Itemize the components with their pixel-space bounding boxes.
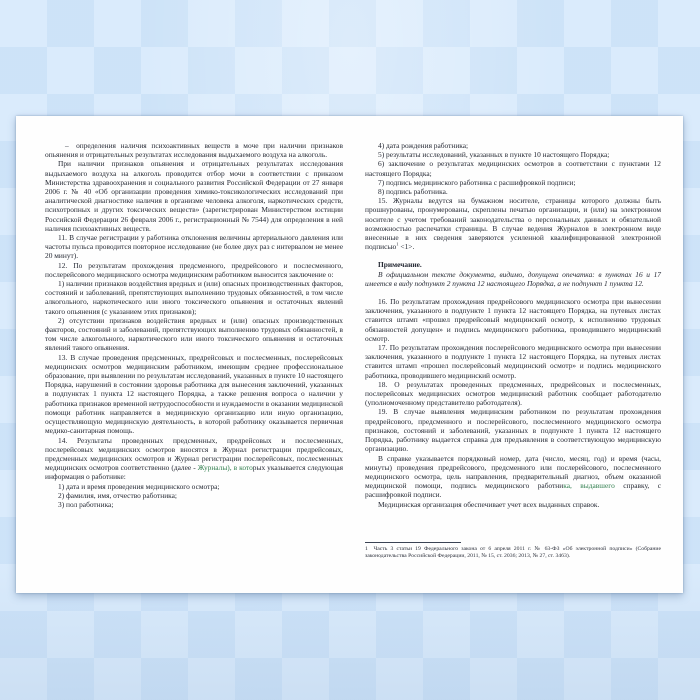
text-run: 6) заключение о результатах медицинских осмотров в соответствии с пунктами 12 настоящего Порядка; (365, 159, 661, 178)
paragraph (365, 500, 661, 509)
paragraph (45, 491, 343, 500)
text-run: 12. По результатам прохождения предсменного, предрейсового и послесменного, послерейсового медицинского осмотра медицинским работником выносится заключение о: (45, 260, 343, 279)
paragraph (365, 150, 661, 159)
paragraph (365, 178, 661, 187)
paragraph (365, 141, 661, 150)
edited-text-fragment: Журналы), в кото (197, 463, 253, 473)
paragraph (45, 316, 343, 353)
text-run: 7) подпись медицинского работника с расшифровкой подписи; (378, 177, 576, 187)
text-run: 14. Результаты проведенных предсменных, предрейсовых и послесменных, послерейсовых медицинских осмотров вносятся в Журнал регистрации предрейсовых, предсменных медицинских осмотров и Журнал регистрации послерейсовых, послесменных медицинских осмотров соответственно (далее - (45, 435, 343, 473)
paragraph (45, 141, 343, 159)
edited-text-fragment: ка, выдавшего (563, 481, 615, 491)
text-run: В справке указывается порядковый номер, дата (число, месяц, год) и время (часы, минуты) проведения предрейсового, предсменного или послерейсового, послесменного медицинского осмотра, цель направления, предварительный диагноз, объем оказанной медицинской помощи, подпись медицинского работни (365, 453, 661, 491)
paragraph (365, 260, 661, 269)
text-run: рых указывается следующая информация о работнике: (45, 463, 343, 482)
text-run: 3) пол работника; (58, 499, 114, 509)
text-run: 1) дата и время проведения медицинского осмотра; (58, 481, 220, 491)
paragraph (365, 454, 661, 500)
text-run: 2) фамилия, имя, отчество работника; (58, 490, 177, 500)
text-run: 8) подпись работника. (378, 187, 448, 197)
text-run: 17. По результатам прохождения послерейсового медицинского осмотра при вынесении заключения, указанного в подпункте 1 пункта 12 настоящего Порядка, на путевых листах ставится штамп «прошел послерейсовый медицинский осмотр» и подпись медицинского работника, проводившего медицинский осмотр. (365, 343, 661, 380)
paragraph (365, 270, 661, 288)
text-run: 16. По результатам прохождения предрейсового медицинского осмотра при вынесении заключения, указанного в подпункте 1 пункта 12 настоящего Порядка, на путевых листах ставится штамп «прошел предрейсовый медицинский осмотр, к исполнению трудовых обязанностей допущен» и подпись медицинского работника, проводившего медицинский осмотр. (365, 297, 661, 343)
left-column (45, 141, 343, 509)
text-run: 2) отсутствии признаков воздействия вредных и (или) опасных производственных факторов, состояний и заболеваний, препятствующих выполнению трудовых обязанностей, в том числе алкогольного, наркотического или иного токсического опьянения и остаточных явлений такого опьянения. (45, 315, 343, 353)
paragraph (45, 159, 343, 233)
footnote-separator (365, 542, 461, 543)
footnote-marker: 1 (396, 241, 399, 247)
right-column (365, 141, 661, 509)
paragraph (45, 436, 343, 482)
paragraph (45, 500, 343, 509)
paragraph (45, 353, 343, 436)
text-run: 1) наличии признаков воздействия вредных и (или) опасных производственных факторов, состояний и заболеваний, препятствующих выполнению трудовых обязанностей, в том числе алкогольного, наркотического или иного токсического опьянения и остаточных явлений такого опьянения (с указанием этих признаков); (45, 279, 343, 316)
text-run: 5) результаты исследований, указанных в пункте 10 настоящего Порядка; (378, 150, 610, 160)
text-run: 1 Часть 3 статьи 19 Федерального закона от 6 апреля 2011 г. № 63-ФЗ «Об электронной подписи» (Собрание законодательства Российской Федерации, 2011, № 15, ст. 2036; 2013, № 27, ст. 3463). (365, 546, 661, 560)
text-run: В официальном тексте документа, видимо, допущена опечатка: в пунктах 16 и 17 имеется в виду подпункт 2 пункта 12 настоящего Порядка, а не подпункт 1 пункта 12. (365, 269, 661, 288)
footnote-text (365, 546, 661, 560)
text-run: Медицинская организация обеспечивает учет всех выданных справок. (378, 499, 600, 509)
paragraph (365, 343, 661, 380)
text-run: <1>. (398, 242, 415, 252)
footnote (365, 546, 661, 560)
text-run: 18. О результатах проведенных предсменных, предрейсовых и послесменных, послерейсовых медицинских осмотров медицинский работник сообщает работодателю (уполномоченному представителю работодателя). (365, 379, 661, 408)
paragraph (365, 159, 661, 177)
text-run: Примечание. (378, 260, 422, 270)
text-run: 4) дата рождения работника; (378, 141, 469, 150)
paragraph (45, 482, 343, 491)
paragraph (365, 380, 661, 408)
paragraph (365, 187, 661, 196)
paragraph (45, 279, 343, 316)
text-run: При наличии признаков опьянения и отрицательных результатах исследования выдыхаемого воздуха на алкоголь проводится отбор мочи в соответствии с приказом Министерства здравоохранения и социального развития Российской Федерации от 27 января 2006 г. № 40 «Об организации проведения химико-токсикологических исследований при аналитической диагностике наличия в организме человека алкоголя, наркотических средств, психотропных и других токсических веществ» (зарегистрирован Министерством юстиции Российской Федерации 26 февраля 2006 г., регистрационный № 7544) для определения в ней наличия психоактивных веществ. (45, 159, 343, 233)
text-run: справку, с расшифровкой подписи. (365, 481, 661, 500)
text-run: 11. В случае регистрации у работника отклонения величины артериального давления или частоты пульса проводится повторное исследование (не более двух раз с интервалом не менее 20 минут). (45, 233, 343, 261)
text-run: 19. В случае выявления медицинским работником по результатам прохождения предрейсового, предсменного и послерейсового, послесменного медицинского осмотра признаков, состояний и заболеваний, указанных в подпункте 1 пункта 12 настоящего Порядка, работнику выдается справка для предъявления в соответствующую медицинскую организацию. (365, 407, 661, 454)
text-run: 15. Журналы ведутся на бумажном носителе, страницы которого должны быть прошнурованы, пронумерованы, скреплены печатью организации, и (или) на электронном носителе с учетом требований законодательства о персональных данных и обязательной возможностью распечатки страницы. В случае ведения Журналов в электронном виде внесенные в них сведения заверяются усиленной квалифицированной электронной подписью (365, 196, 661, 252)
text-run: 13. В случае проведения предсменных, предрейсовых и послесменных, послерейсовых медицинских осмотров медицинским работником, имеющим среднее профессиональное образование, при выявлении по результатам исследований, указанных в пункте 10 настоящего Порядка, нарушений в состоянии здоровья работника для вынесения заключений, указанных в подпунктах 1 пункта 12 настоящего Порядка, а также решения вопроса о наличии у работника признаков временной нетрудоспособности и нуждаемости в оказании медицинской помощи работник направляется в медицинскую организацию или иную организацию, осуществляющую медицинскую деятельность, в которой работнику оказывается первичная медико-санитарная помощь. (45, 352, 343, 436)
paragraph (365, 407, 661, 453)
paragraph (365, 297, 661, 343)
paragraph (45, 233, 343, 261)
text-run: – определения наличия психоактивных веществ в моче при наличии признаков опьянения и отрицательных результатах исследования выдыхаемого воздуха на алкоголь. (45, 141, 343, 160)
paragraph (365, 196, 661, 251)
paragraph (45, 261, 343, 279)
